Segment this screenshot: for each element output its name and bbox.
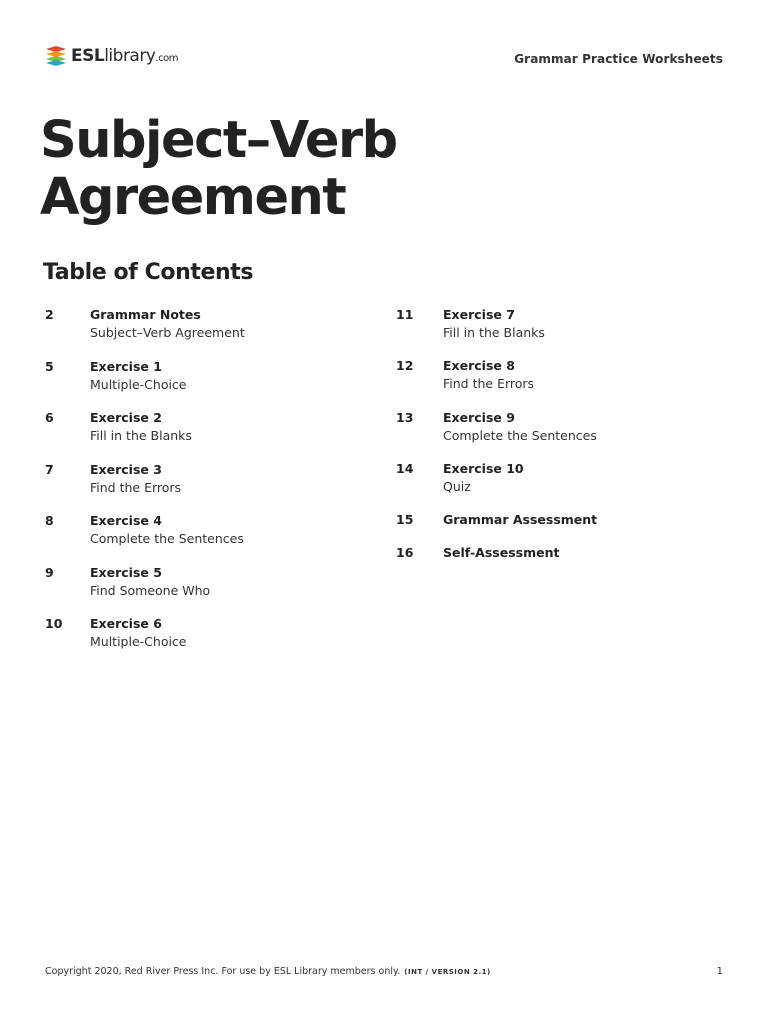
toc-entry-subtitle: Complete the Sentences (443, 427, 597, 443)
toc-page-number: 9 (45, 564, 54, 580)
toc-page-number: 10 (45, 616, 63, 631)
toc-entry (45, 461, 365, 513)
toc-entry-title: Exercise 3 (90, 461, 162, 477)
toc-entry-title: Exercise 10 (443, 460, 524, 476)
toc-entry (396, 460, 726, 511)
logo-wordmark (71, 46, 178, 66)
toc-entry-subtitle: Fill in the Blanks (90, 428, 192, 443)
toc-right-column (396, 306, 726, 577)
toc-page-number: 14 (396, 460, 414, 476)
footer-copyright (45, 966, 491, 977)
toc-entry (45, 409, 365, 461)
logo-dotcom-text: .com (155, 53, 178, 64)
esl-library-logo (45, 45, 178, 67)
toc-entry-title: Exercise 6 (90, 616, 162, 631)
toc-entry-subtitle: Multiple-Choice (90, 634, 187, 649)
toc-entry-title: Grammar Notes (90, 307, 201, 322)
toc-entry-title: Exercise 5 (90, 564, 162, 580)
toc-page-number: 6 (45, 410, 54, 425)
toc-entry (45, 564, 365, 616)
toc-entry (45, 306, 365, 358)
series-title: Grammar Practice Worksheets (514, 52, 723, 66)
toc-entry-subtitle: Find the Errors (90, 479, 182, 495)
toc-entry (396, 544, 726, 577)
version-label: (INT / VERSION 2.1) (404, 968, 491, 976)
toc-entry-subtitle: Subject–Verb Agreement (90, 325, 245, 340)
toc-entry-title: Exercise 4 (90, 513, 162, 528)
toc-entry-title: Grammar Assessment (443, 512, 598, 528)
toc-page-number: 5 (45, 358, 54, 374)
toc-entry-title: Exercise 2 (90, 410, 162, 425)
toc-entry (396, 511, 726, 544)
toc-entry (45, 615, 365, 667)
toc-entry-subtitle: Multiple-Choice (90, 376, 187, 392)
page-title-line-1: Subject–Verb (40, 111, 397, 170)
toc-page-number: 15 (396, 512, 414, 528)
toc-entry-subtitle: Complete the Sentences (90, 531, 244, 546)
toc-page-number: 16 (396, 545, 414, 561)
toc-entry-title: Exercise 8 (443, 358, 515, 374)
toc-entry-title: Exercise 7 (443, 307, 515, 322)
toc-entry-subtitle: Quiz (443, 478, 471, 494)
page-title (40, 112, 397, 226)
toc-entry-subtitle: Find Someone Who (90, 582, 211, 598)
toc-entry-title: Exercise 1 (90, 358, 162, 374)
toc-entry (45, 358, 365, 410)
stacked-books-logo-icon (45, 45, 67, 67)
toc-entry (396, 357, 726, 408)
page-title-line-2: Agreement (40, 168, 346, 227)
toc-entry (45, 512, 365, 564)
toc-entry (396, 409, 726, 460)
toc-heading: Table of Contents (43, 260, 254, 285)
toc-left-column (45, 306, 365, 667)
logo-esl-text: ESL (71, 46, 105, 66)
toc-page-number: 11 (396, 307, 414, 322)
page-number: 1 (716, 966, 723, 977)
toc-page-number: 13 (396, 409, 414, 425)
logo-library-text: library (104, 46, 156, 66)
toc-entry-title: Exercise 9 (443, 409, 515, 425)
toc-entry-title: Self-Assessment (443, 545, 560, 561)
toc-page-number: 8 (45, 513, 54, 528)
toc-page-number: 2 (45, 307, 54, 322)
copyright-text: Copyright 2020, Red River Press Inc. For use by ESL Library members only. (45, 966, 401, 977)
toc-entry-subtitle: Find the Errors (443, 376, 535, 392)
toc-page-number: 7 (45, 461, 54, 477)
toc-entry (396, 306, 726, 357)
toc-page-number: 12 (396, 358, 414, 374)
toc-entry-subtitle: Fill in the Blanks (443, 325, 545, 340)
